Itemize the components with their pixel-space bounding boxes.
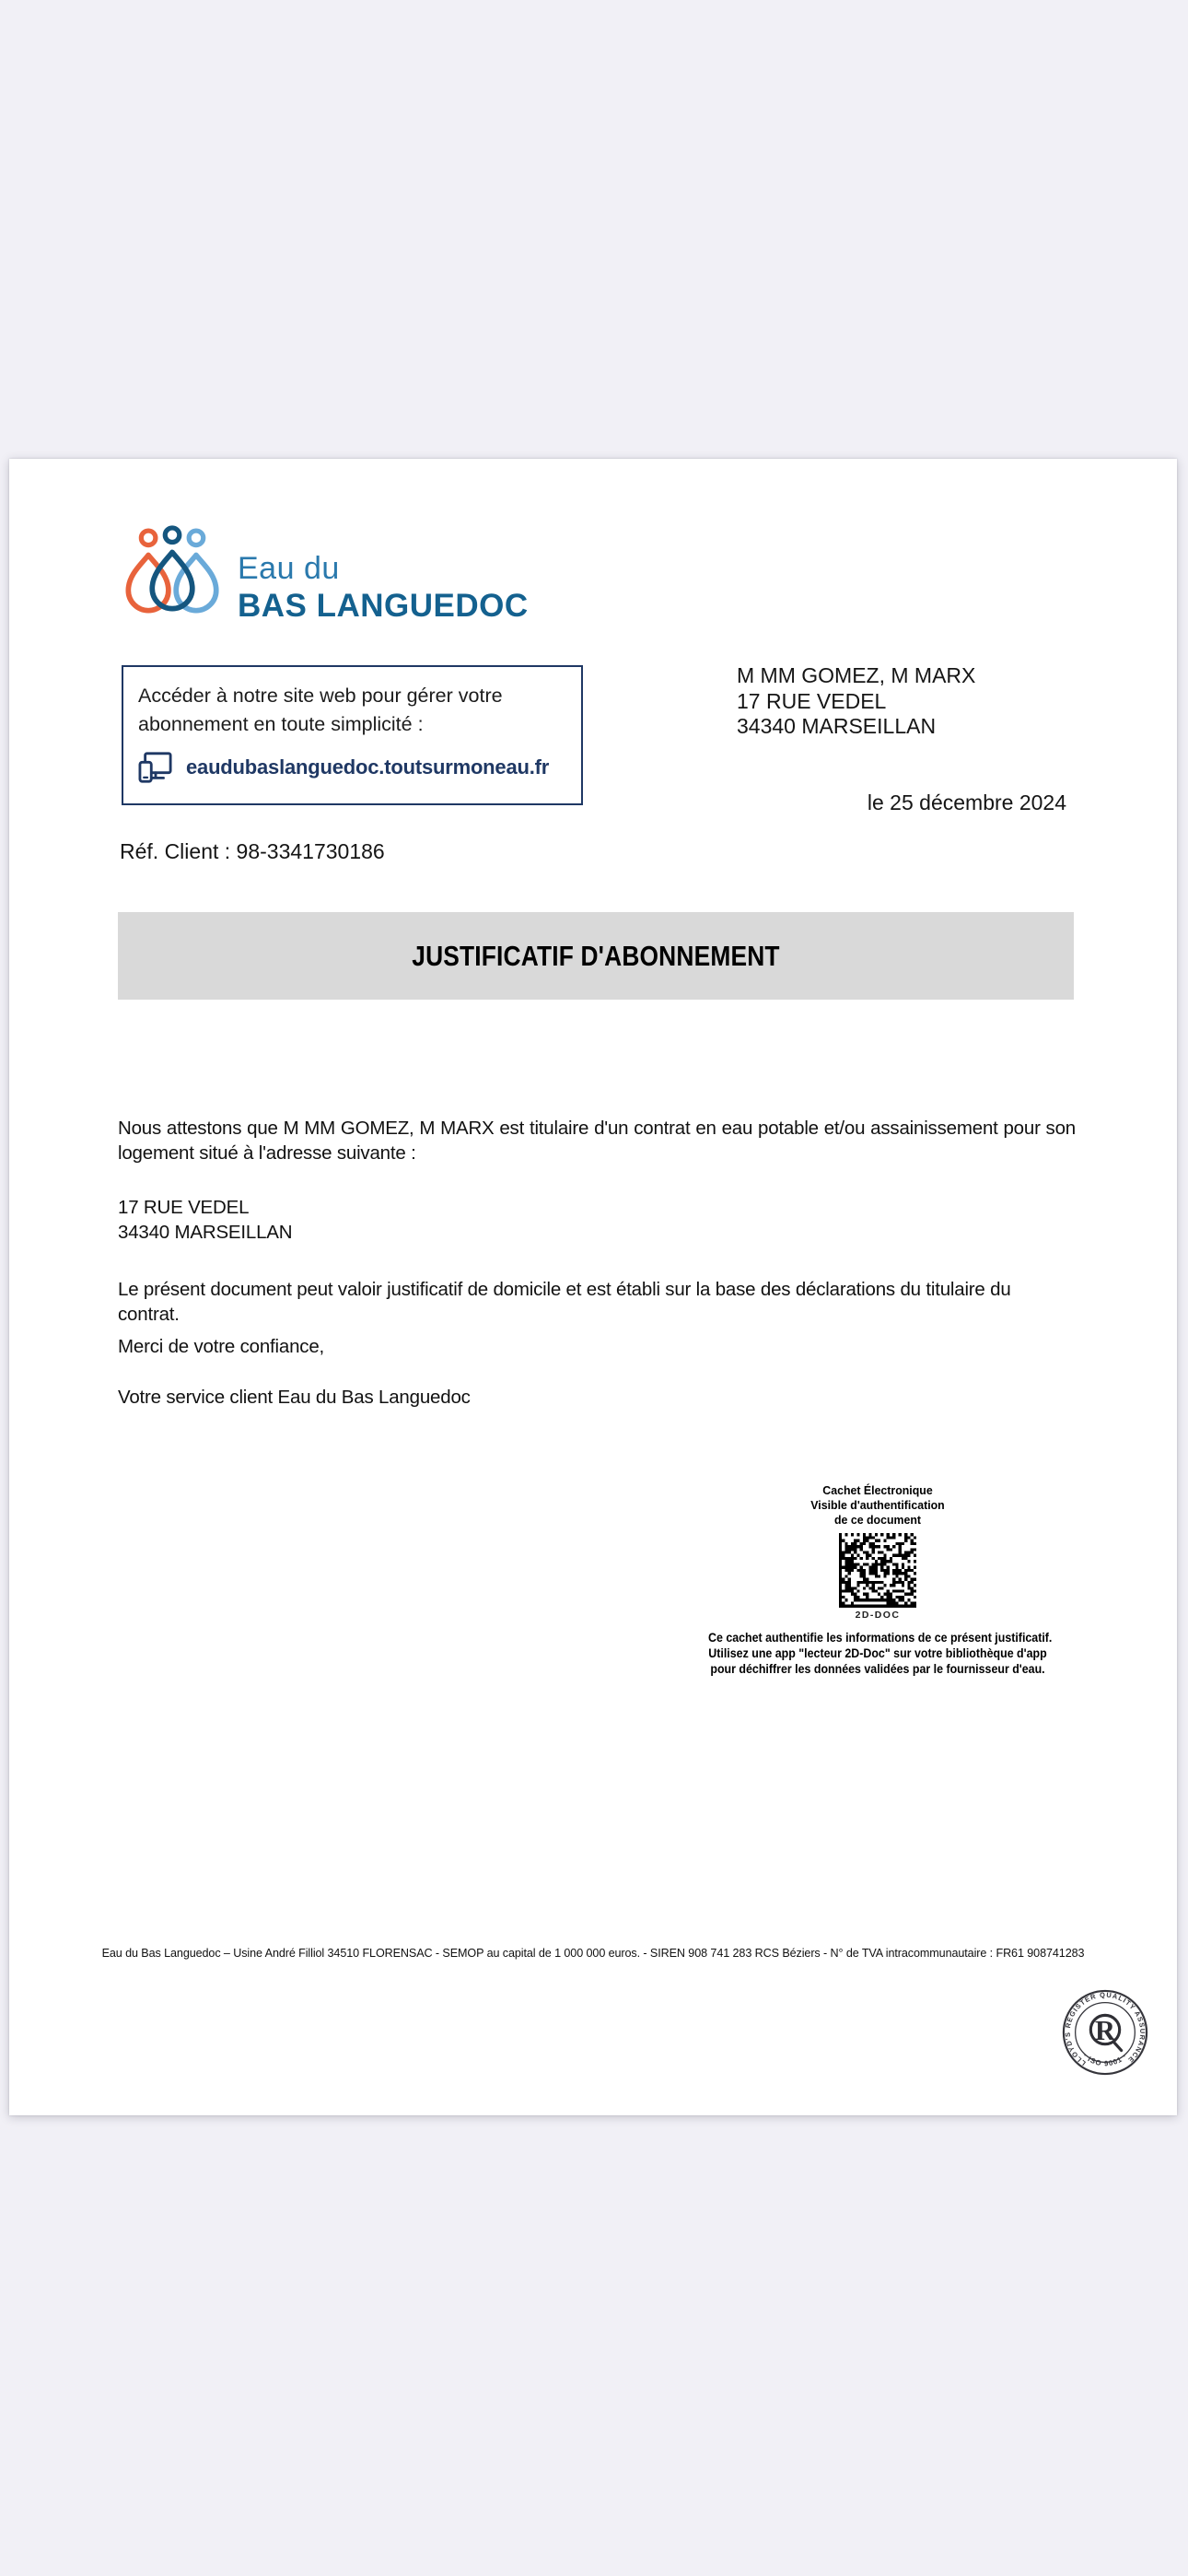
company-logo xyxy=(112,516,529,624)
document-date: le 25 décembre 2024 xyxy=(867,790,1066,814)
seal-caption-line2: Utilisez une app "lecteur 2D-Doc" sur votre bibliothèque d'app xyxy=(708,1646,1047,1660)
seal-center-letter: R xyxy=(1095,2014,1115,2046)
seal-header-line2: Visible d'authentification xyxy=(810,1498,945,1512)
electronic-seal-block xyxy=(693,1483,1062,1677)
website-info-line1: Accéder à notre site web pour gérer votre xyxy=(138,685,503,707)
seal-header-line1: Cachet Électronique xyxy=(822,1483,933,1497)
seal-caption-line1: Ce cachet authentifie les informations de ce présent justificatif. xyxy=(708,1631,1053,1645)
logo-text-line2: BAS LANGUEDOC xyxy=(238,588,529,624)
2d-doc-barcode xyxy=(839,1533,916,1608)
recipient-name: M MM GOMEZ, M MARX xyxy=(737,663,976,687)
signature-line: Votre service client Eau du Bas Languedoc xyxy=(118,1387,471,1408)
seal-ring-text: LLOYD'S REGISTER QUALITY ASSURANCE xyxy=(1063,1990,1147,2067)
page-title: JUSTIFICATIF D'ABONNEMENT xyxy=(412,939,780,972)
legal-footer: Eau du Bas Languedoc – Usine André Filliol 34510 FLORENSAC - SEMOP au capital de 1 000 000 euros. - SIREN 908 741 283 RCS Béziers - N° de TVA intracommunautaire : FR61 908741283 xyxy=(101,1947,1085,1960)
attestation-paragraph: Nous attestons que M MM GOMEZ, M MARX est titulaire d'un contrat en eau potable et/ou assainissement pour son logement situé à l'adresse suivante : xyxy=(118,1118,1076,1164)
property-address-block xyxy=(118,1196,1076,1245)
client-reference: Réf. Client : 98-3341730186 xyxy=(120,839,385,863)
validity-paragraph: Le présent document peut valoir justificatif de domicile et est établi sur la base des déclarations du titulaire du contrat. xyxy=(118,1279,1011,1325)
2d-doc-label: 2D-DOC xyxy=(855,1610,901,1621)
seal-header-line3: de ce document xyxy=(833,1513,922,1527)
thanks-line: Merci de votre confiance, xyxy=(118,1336,325,1357)
website-url-link[interactable]: eaudubaslanguedoc.toutsurmoneau.fr xyxy=(186,755,550,779)
lloyds-register-quality-seal-icon xyxy=(1060,1987,1150,2078)
website-info-line2: abonnement en toute simplicité : xyxy=(138,713,424,735)
website-info-box xyxy=(122,665,583,805)
document-page xyxy=(9,459,1177,2115)
seal-caption-line3: pour déchiffrer les données validées par le fournisseur d'eau. xyxy=(710,1662,1045,1676)
property-street: 17 RUE VEDEL xyxy=(118,1197,250,1218)
logo-text-line1: Eau du xyxy=(238,551,340,586)
recipient-address-block xyxy=(737,663,975,740)
seal-iso-text: · ISO 9001 · xyxy=(1081,2051,1129,2068)
title-banner xyxy=(118,912,1074,1000)
water-drops-logo-icon xyxy=(112,516,230,619)
recipient-city: 34340 MARSEILLAN xyxy=(737,714,937,738)
recipient-street: 17 RUE VEDEL xyxy=(737,688,887,713)
property-city: 34340 MARSEILLAN xyxy=(118,1221,293,1243)
devices-icon xyxy=(138,751,173,784)
